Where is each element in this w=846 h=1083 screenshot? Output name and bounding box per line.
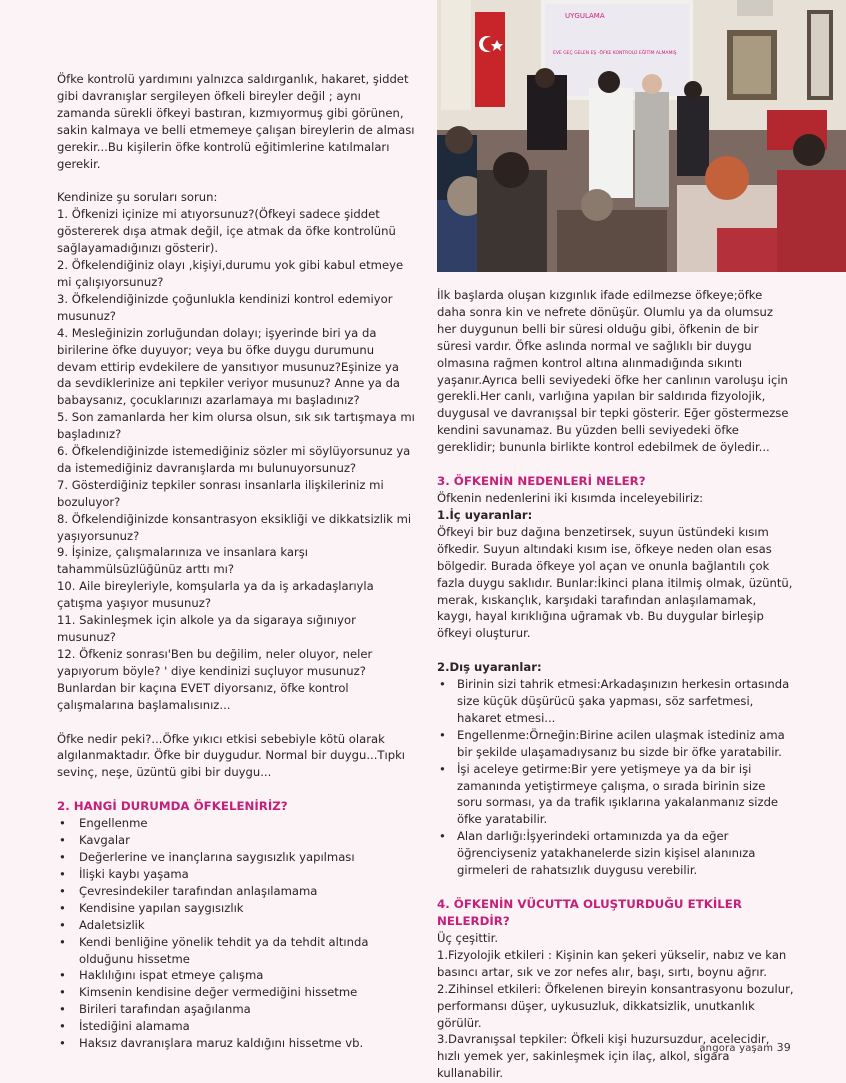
- effect-item: 2.Zihinsel etkileri: Öfkelenen bireyin konsantrasyonu bozulur, performansı düşer, uykusuzluk, dikkatsizlik, unutkanlık görülür.: [437, 981, 794, 1030]
- left-column: [57, 71, 415, 1052]
- section-2-list: [57, 815, 415, 1052]
- section-3-intro: Öfkenin nedenlerini iki kısımda inceleyebiliriz:: [437, 491, 704, 506]
- list-item: • Alan darlığı:İşyerindeki ortamınızda ya da eğer öğrenciyseniz yatakhanelerde sizin kişisel alanınıza girmeleri de rahatsızlık duygusu verebilir.: [437, 828, 794, 879]
- question-item: 8. Öfkelendiğinizde konsantrasyon eksikliği ve dikkatsizlik mi yaşıyorsunuz?: [57, 511, 412, 543]
- section-4-heading: 4. ÖFKENİN VÜCUTTA OLUŞTURDUĞU ETKİLER NELERDİR?: [437, 897, 742, 928]
- list-item: • Kimsenin kendisine değer vermediğini hissetme: [57, 984, 415, 1001]
- question-item: 7. Gösterdiğiniz tepkiler sonrası insanlarla ilişkileriniz mi bozuluyor?: [57, 477, 384, 509]
- question-item: 5. Son zamanlarda her kim olursa olsun, sık sık tartışmaya mı başladınız?: [57, 410, 415, 442]
- question-item: 6. Öfkelendiğinizde istemediğiniz sözler mi söylüyorsunuz ya da istemediğiniz davranışlarda mı bulunuyorsunuz?: [57, 444, 411, 475]
- question-item: 9. İşinize, çalışmalarınıza ve insanlara karşı tahammülsüzlüğünüz arttı mı?: [57, 545, 308, 577]
- magazine-name: angora yaşam: [699, 1043, 774, 1054]
- section-4-intro: Üç çeşittir.: [437, 931, 499, 945]
- list-item: • Engellenme: [57, 815, 415, 832]
- effect-item: 3.Davranışsal tepkiler: Öfkeli kişi huzursuzdur, acelecidir, hızlı yemek yer, sakinleşmek için ilaç, alkol, sigara kullanabilir.: [437, 1032, 770, 1081]
- question-item: 10. Aile bireyleriyle, komşularla ya da iş arkadaşlarıyla çatışma yaşıyor musunuz?: [57, 579, 374, 611]
- external-stimuli-list: [437, 676, 794, 879]
- page-footer: [699, 1040, 791, 1058]
- list-item: • Kavgalar: [57, 832, 415, 849]
- question-item: 12. Öfkeniz sonrası'Ben bu değilim, neler oluyor, neler yapıyorum böyle? ' diye kendinizi suçluyor musunuz?: [57, 646, 373, 678]
- list-item: • Engellenme:Örneğin:Birine acilen ulaşmak istediniz ama bir şekilde ulaşamadıysanız bu sizde bir öfke yaratabilir.: [437, 727, 794, 761]
- screen-title: UYGULAMA: [565, 12, 605, 20]
- event-photo: [437, 0, 846, 272]
- external-stimuli-title: 2.Dış uyaranlar:: [437, 660, 542, 675]
- list-item: • İlişki kaybı yaşama: [57, 866, 415, 883]
- right-column: [437, 287, 794, 1082]
- list-item: • Değerlerine ve inançlarına saygısızlık yapılması: [57, 849, 415, 866]
- list-item: • Adaletsizlik: [57, 917, 415, 934]
- section-3-heading: 3. ÖFKENİN NEDENLERİ NELER?: [437, 474, 646, 489]
- list-item: • Çevresindekiler tarafından anlaşılamama: [57, 883, 415, 900]
- list-item: • Haklılığını ispat etmeye çalışma: [57, 967, 415, 984]
- internal-stimuli-title: 1.İç uyaranlar:: [437, 507, 533, 522]
- questions-outro: Bunlardan bir kaçına EVET diyorsanız, öfke kontrol çalışmalarına başlamalısınız...: [57, 680, 349, 712]
- right-intro-paragraph: İlk başlarda oluşan kızgınlık ifade edilmezse öfkeye;öfke daha sonra kin ve nefrete dönüşür. Olumlu ya da olumsuz her duygunun belli bir süresi olduğu gibi, öfkenin de bir süresi vardır. Öfke aslında normal ve sağlıklı bir duygu olmasına rağmen kontrol altına alınmadığında sıkıntı yaşanır.Ayrıca belli seviyedeki öfke her canlının varoluşu için gerekli.Her canlı, varlığına yapılan bir saldırıda fizyolojik, duygusal ve davranışsal bir tepki gösterir. Eğer göstermezse kendini savunamaz. Bu yüzden belli seviyedeki öfke gereklidir; bununla birlikte kontrol edebilmek de öyledir...: [437, 288, 789, 455]
- internal-stimuli-text: Öfkeyi bir buz dağına benzetirsek, suyun üstündeki kısım öfkedir. Suyun altındaki kısım ise, öfkeye neden olan esas bölgedir. Burada öfkeye yol açan ve onunla bağlantılı çok fazla duygu saklıdır. Bunlar:İkinci plana itilmiş olmak, üzüntü, merak, kıskançlık, karşıdaki tarafından anlaşılamamak, kaygı, hayal kırıklığına uğramak vb. Bu duygular birleşip öfkeyi oluşturur.: [437, 524, 793, 641]
- question-item: 3. Öfkelendiğinizde çoğunlukla kendinizi kontrol edemiyor musunuz?: [57, 291, 393, 323]
- list-item: • İşi aceleye getirme:Bir yere yetişmeye ya da bir işi zamanında yetiştirmeye çalışma, o sırada birinin size soru sorması, ya da trafik ışıklarına yakalanmanız sizde öfke yaratabilir.: [437, 761, 794, 829]
- question-item: 2. Öfkelendiğiniz olayı ,kişiyi,durumu yok gibi kabul etmeye mi çalışıyorsunuz?: [57, 258, 404, 289]
- section-2-heading: 2. HANGİ DURUMDA ÖFKELENİRİZ?: [57, 799, 288, 814]
- questions-title: Kendinize şu soruları sorun:: [57, 190, 218, 205]
- list-item: • Kendisine yapılan saygısızlık: [57, 900, 415, 917]
- screen-subtitle: EVE GEÇ GELEN EŞ -ÖFKE KONTROLÜ EĞİTİM ALMAMIŞ: [553, 51, 677, 56]
- definition-paragraph: Öfke nedir peki?...Öfke yıkıcı etkisi sebebiyle kötü olarak algılanmaktadır. Öfke bir duygudur. Normal bir duygu...Tıpkı sevinç, neşe, üzüntü gibi bir duygu...: [57, 731, 406, 780]
- effect-item: 1.Fizyolojik etkileri : Kişinin kan şekeri yükselir, nabız ve kan basıncı artar, sık ve zor nefes alır, başı, sırtı, boynu ağrır.: [437, 947, 787, 979]
- list-item: • Birinin sizi tahrik etmesi:Arkadaşınızın herkesin ortasında size küçük düşürücü şaka yapması, söz sarfetmesi, hakaret etmesi...: [437, 676, 794, 727]
- list-item: • Kendi benliğine yönelik tehdit ya da tehdit altında olduğunu hissetme: [57, 934, 415, 968]
- question-item: 4. Mesleğinizin zorluğundan dolayı; işyerinde biri ya da birilerine öfke duyuyor; veya bu öfke duygu durumunu devam ettirip evdekilere de yansıtıyor musunuz?Eşinize ya da sevdiklerinize ani tepkiler veriyor musunuz? Anne ya da babaysanız, çocuklarınızı azarlamaya mı başladınız?: [57, 325, 401, 408]
- page-number: 39: [776, 1041, 791, 1054]
- question-item: 11. Sakinleşmek için alkole ya da sigaraya sığınıyor musunuz?: [57, 613, 356, 644]
- question-item: 1. Öfkenizi içinize mi atıyorsunuz?(Öfkeyi sadece şiddet göstererek dışa atmak değil, içe atmak da öfke kontrolünü sağlayamadığınızı gösterir).: [57, 207, 396, 256]
- list-item: • Haksız davranışlara maruz kaldığını hissetme vb.: [57, 1035, 415, 1052]
- list-item: • Birileri tarafından aşağılanma: [57, 1001, 415, 1018]
- event-photo-illustration: [437, 0, 846, 272]
- intro-paragraph: Öfke kontrolü yardımını yalnızca saldırganlık, hakaret, şiddet gibi davranışlar sergileyen öfkeli bireyler değil ; aynı zamanda sürekli öfkeyi bastıran, kızmıyormuş gibi görünen, sakin kalmaya ve belli etmemeye çalışan bireylerin de alması gerekir...Bu kişilerin öfke kontrolü eğitimlerine katılmaları gerekir.: [57, 72, 415, 171]
- list-item: • İstediğini alamama: [57, 1018, 415, 1035]
